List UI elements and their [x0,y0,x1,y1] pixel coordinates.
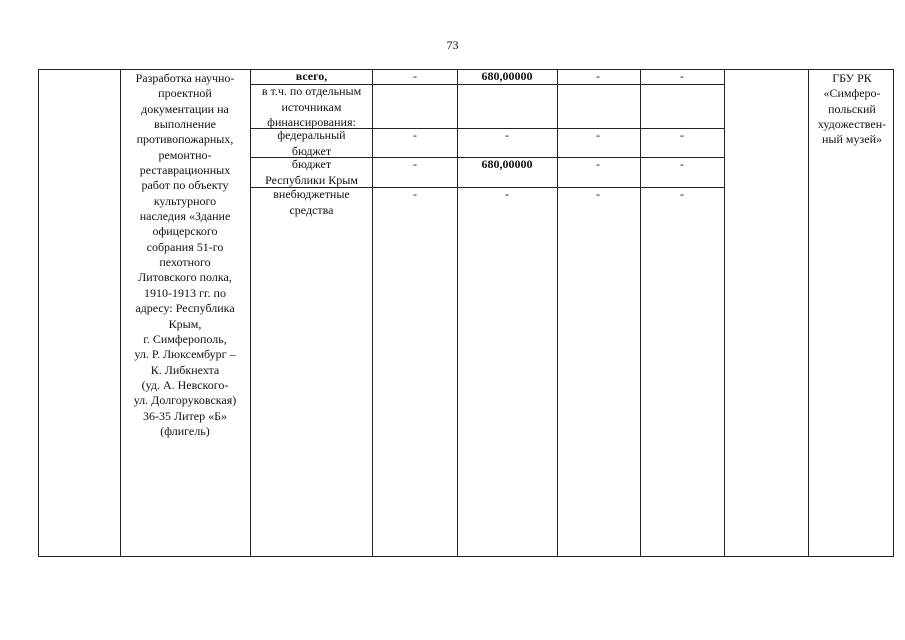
description-line: Литовского полка, [138,270,232,285]
source-cell-republic [251,157,372,188]
organization-line: ГБУ РК [832,71,872,85]
description-line: собрания 51-го [146,239,224,254]
description-line: адресу: Республика [135,301,235,316]
value-cell: - [596,128,600,142]
source-cell-total [251,69,372,85]
description-line: культурного [153,193,217,208]
value-cell: - [596,69,600,83]
source-line: источникам [281,99,342,114]
source-cell-including [251,84,372,131]
description-line: 1910-1913 гг. по [144,285,226,300]
description-line: ул. Долгоруковская) [133,393,237,408]
description-line: документации на [141,101,229,116]
source-line: финансирования: [267,115,356,129]
value-cell: - [505,128,509,142]
description-line: Разработка научно- [135,71,235,85]
value-cell: - [413,187,417,201]
description-line: (флигель) [160,423,210,438]
description-line: реставрационных [139,163,231,178]
description-line: ремонтно- [158,147,212,162]
value-cell: - [680,157,684,171]
description-line: 36-35 Литер «Б» [142,408,228,423]
source-line: бюджет [291,157,332,171]
source-line: бюджет [291,143,332,158]
value-cell: - [413,128,417,142]
organization-cell [810,71,894,148]
value-cell: - [680,187,684,201]
value-cell: - [505,187,509,201]
organization-line: ный музей» [822,132,882,147]
value-cell: - [596,187,600,201]
source-cell-federal [251,128,372,159]
description-line: работ по объекту [141,178,229,193]
description-line: Крым, [168,316,202,331]
description-line: К. Либкнехта [150,362,220,377]
description-line: противопожарных, [136,132,234,147]
value-cell: - [596,157,600,171]
value-cell: - [413,69,417,83]
organization-line: художествен- [817,117,887,132]
organization-line: польский [828,101,876,116]
description-line: ул. Р. Люксембург – [134,347,236,362]
description-line: наследия «Здание [139,209,231,224]
value-cell: 680,00000 [481,69,533,83]
column-divider [808,69,809,557]
source-line: всего, [295,69,328,83]
description-line: проектной [158,86,212,101]
column-divider [120,69,121,557]
page-number: 73 [446,38,459,52]
description-cell [122,71,248,439]
source-line: Республики Крым [265,172,358,187]
value-cell: - [680,69,684,83]
source-line: в т.ч. по отдельным [261,84,362,98]
description-line: пехотного [159,255,211,270]
source-line: внебюджетные [273,187,350,201]
description-line: г. Симферополь, [143,331,227,346]
value-cell: - [413,157,417,171]
source-line: федеральный [277,128,346,142]
description-line: (уд. А. Невского- [141,377,229,392]
source-cell-extrabudget [251,187,372,218]
description-line: выполнение [154,117,216,132]
description-line: офицерского [152,224,218,239]
source-line: средства [289,202,334,217]
organization-line: «Симферо- [823,86,881,101]
value-cell: 680,00000 [481,157,533,171]
value-cell: - [680,128,684,142]
